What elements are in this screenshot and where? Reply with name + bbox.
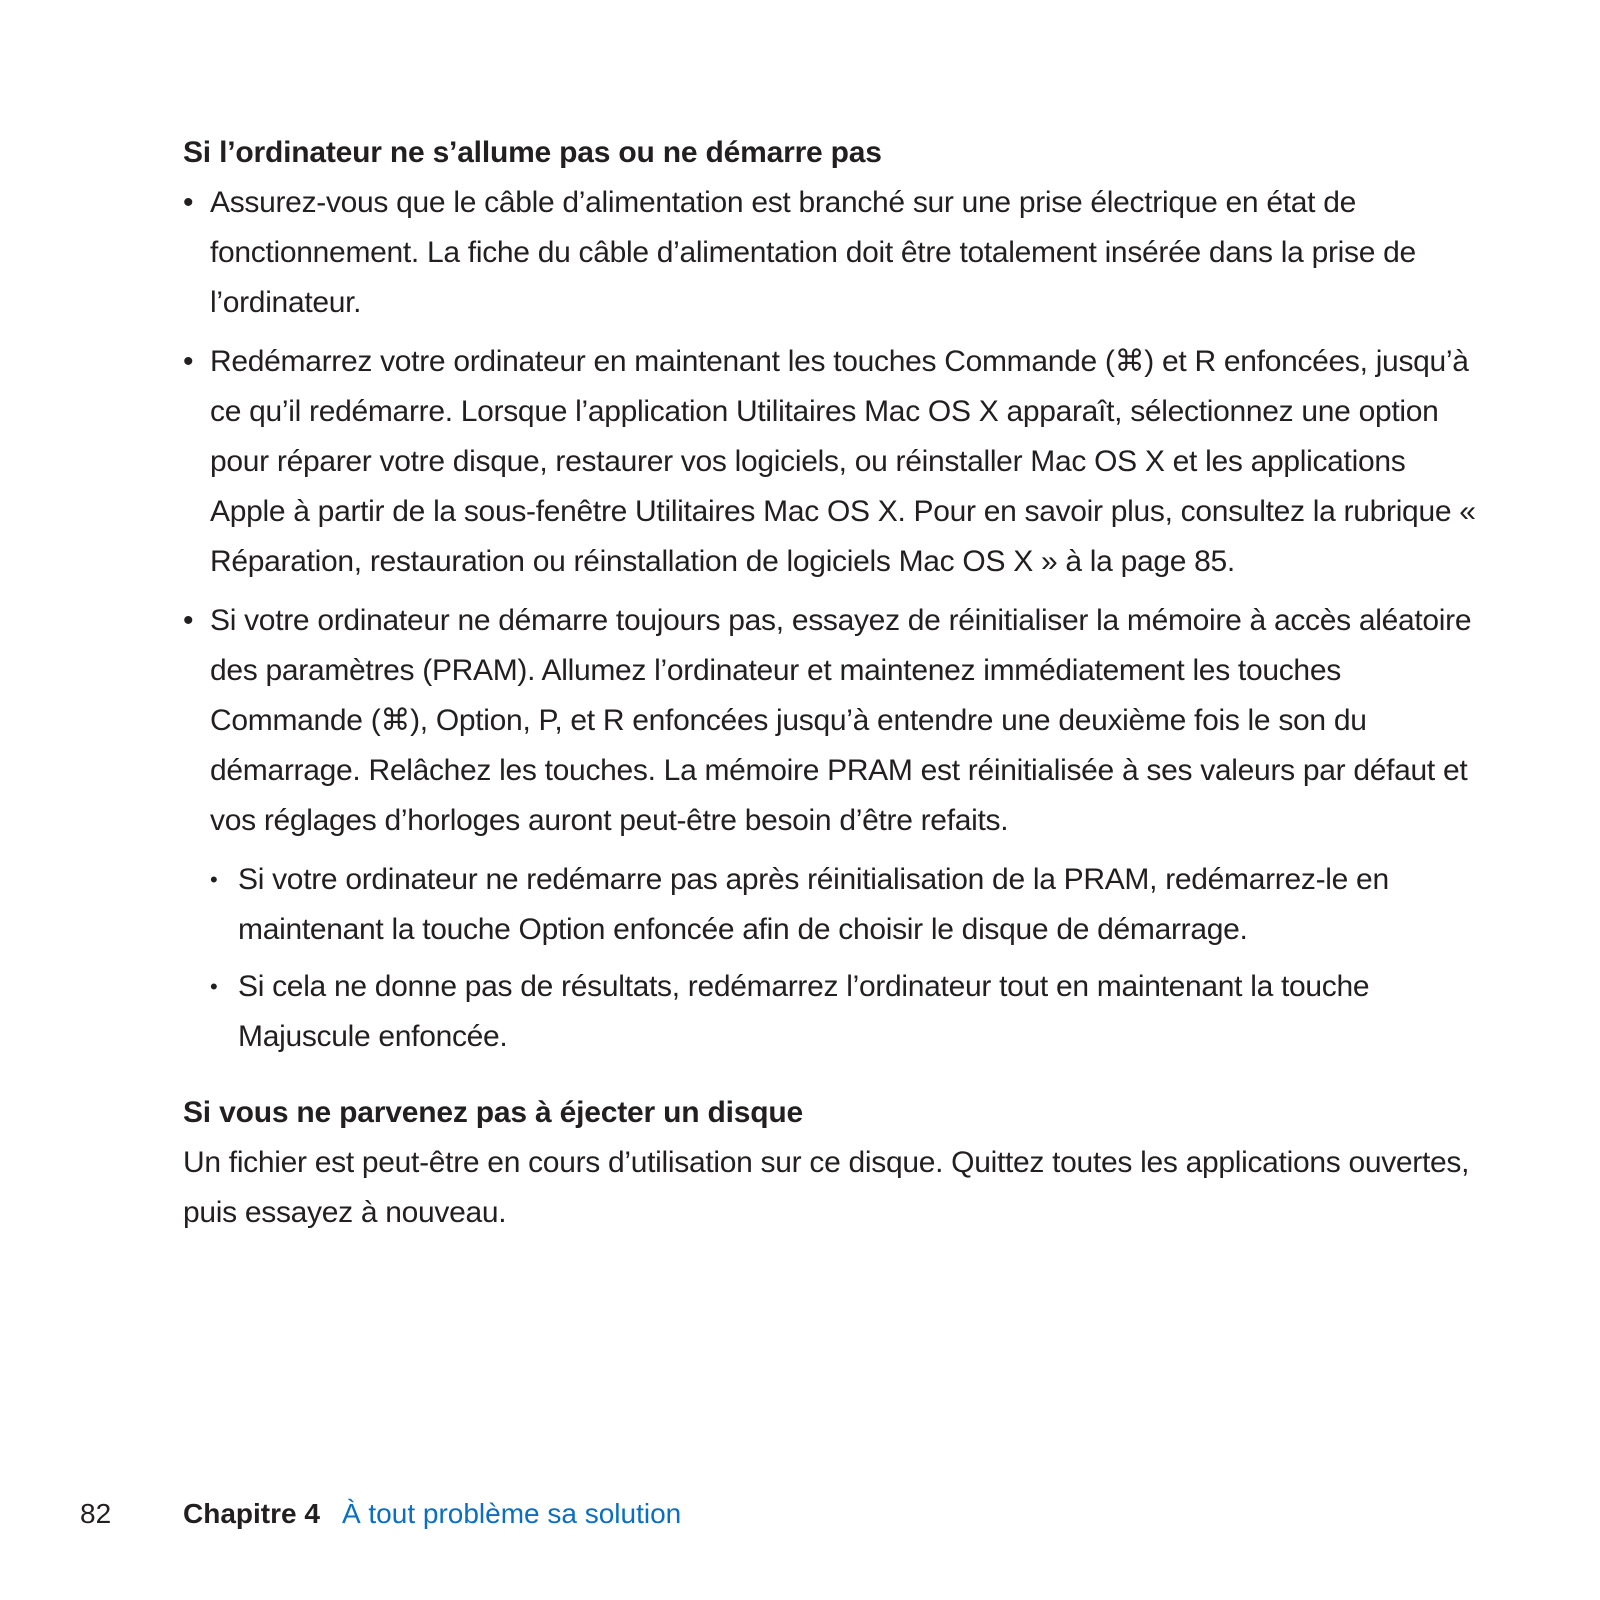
list-item: [183, 337, 1483, 587]
sub-bullet-list: [210, 855, 1483, 1062]
bullet-marker: •: [183, 186, 194, 219]
page-content: [183, 128, 1483, 1238]
sub-list-item: [210, 855, 1483, 955]
section-eject-disc: [183, 1088, 1483, 1238]
section-heading: Si vous ne parvenez pas à éjecter un disque: [183, 1096, 803, 1129]
section-heading: Si l’ordinateur ne s’allume pas ou ne démarre pas: [183, 136, 882, 169]
sub-bullet-marker: •: [210, 974, 218, 999]
section-startup-troubleshooting: [183, 128, 1483, 1062]
chapter-label: Chapitre 4: [183, 1498, 320, 1529]
bullet-list: [183, 178, 1483, 1062]
list-item-text: Redémarrez votre ordinateur en maintenant les touches Commande (⌘) et R enfoncées, jusqu’à ce qu’il redémarre. Lorsque l’application Utilitaires Mac OS X apparaît, sélectionnez une option pour réparer votre disque, restaurer vos logiciels, ou réinstaller Mac OS X et les applications Apple à partir de la sous-fenêtre Utilitaires Mac OS X. Pour en savoir plus, consultez la rubrique « Réparation, restauration ou réinstallation de logiciels Mac OS X » à la page 85.: [210, 345, 1476, 578]
sub-list-item-text: Si cela ne donne pas de résultats, redémarrez l’ordinateur tout en maintenant la touche Majuscule enfoncée.: [238, 970, 1370, 1053]
chapter-title: À tout problème sa solution: [341, 1498, 682, 1529]
sub-bullet-marker: •: [210, 867, 218, 892]
list-item-text: Assurez-vous que le câble d’alimentation est branché sur une prise électrique en état de fonctionnement. La fiche du câble d’alimentation doit être totalement insérée dans la prise de l’ordinateur.: [210, 186, 1416, 319]
list-item: [183, 596, 1483, 1062]
sub-list-item-text: Si votre ordinateur ne redémarre pas après réinitialisation de la PRAM, redémarrez-le en maintenant la touche Option enfoncée afin de choisir le disque de démarrage.: [238, 863, 1389, 946]
bullet-marker: •: [183, 604, 194, 637]
page-footer: [80, 1494, 681, 1534]
section-paragraph: Un fichier est peut-être en cours d’utilisation sur ce disque. Quittez toutes les applications ouvertes, puis essayez à nouveau.: [183, 1146, 1470, 1229]
sub-list-item: [210, 962, 1483, 1062]
list-item-text: Si votre ordinateur ne démarre toujours pas, essayez de réinitialiser la mémoire à accès aléatoire des paramètres (PRAM). Allumez l’ordinateur et maintenez immédiatement les touches Commande (⌘), Option, P, et R enfoncées jusqu’à entendre une deuxième fois le son du démarrage. Relâchez les touches. La mémoire PRAM est réinitialisée à ses valeurs par défaut et vos réglages d’horloges auront peut-être besoin d’être refaits.: [210, 604, 1472, 837]
list-item: [183, 178, 1483, 328]
page-number: 82: [80, 1498, 112, 1529]
bullet-marker: •: [183, 345, 194, 378]
